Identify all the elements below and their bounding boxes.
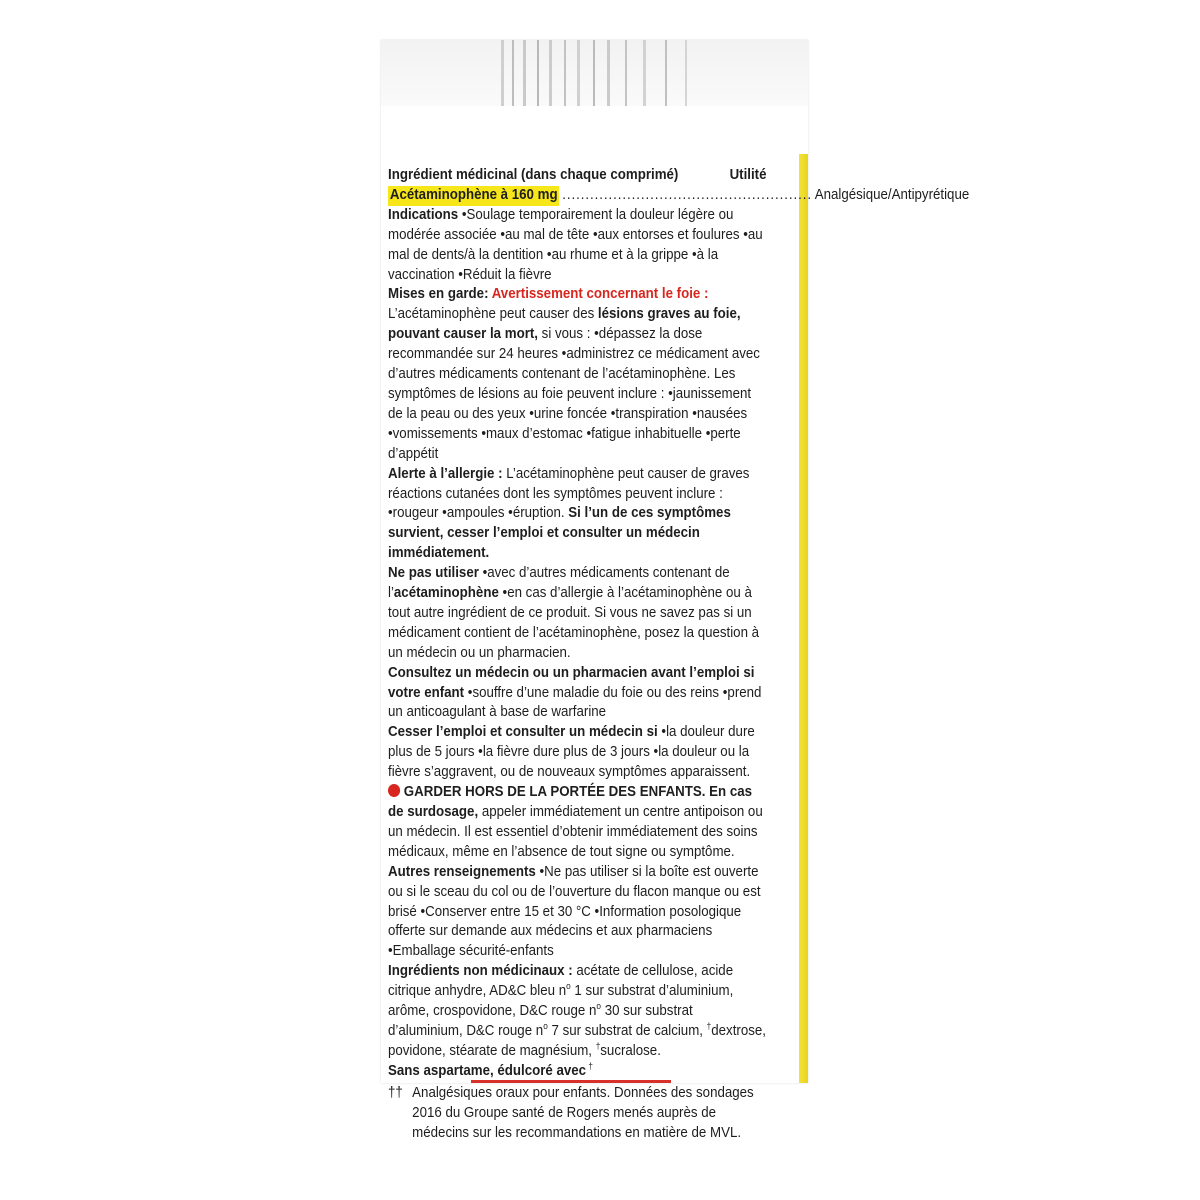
- purpose-heading: Utilité: [729, 167, 767, 183]
- text-run: Ne pas utiliser: [388, 565, 479, 582]
- ingredient-heading: Ingrédient médicinal (dans chaque comprimé): [388, 167, 679, 183]
- text-run: dextrose, povidone, stéarate de magnésium,: [388, 1022, 766, 1059]
- text-run: o: [543, 1021, 548, 1032]
- section-warnings: [388, 285, 767, 464]
- text-run: Indications: [388, 206, 459, 223]
- text-run: Sans aspartame, édulcoré avec: [388, 1062, 587, 1079]
- text-run: Avertissement concernant le foie :: [491, 286, 709, 303]
- footnote: [388, 1084, 767, 1144]
- text-run: •la douleur dure plus de 5 jours •la fièvre dure plus de 3 jours •la douleur ou la fièvre s’aggravent, ou de nouveaux symptômes apparaissent.: [388, 724, 755, 781]
- text-run: o: [566, 981, 571, 992]
- package-side-panel: [381, 40, 970, 1141]
- text-run: acétaminophène: [393, 585, 499, 602]
- text-run: †: [586, 1061, 593, 1072]
- section-allergy: [388, 465, 767, 565]
- section-aspartame: [388, 1062, 767, 1082]
- footnote-text: Analgésiques oraux pour enfants. Données des sondages 2016 du Groupe santé de Rogers menés auprès de médecins sur les recommandations en matière de MVL.: [412, 1084, 754, 1141]
- text-run: sucralose.: [600, 1042, 661, 1059]
- yellow-box-edge: [799, 154, 808, 1083]
- stop-dot-icon: [388, 784, 400, 797]
- section-keep-away: [388, 783, 767, 863]
- text-run: appeler immédiatement un centre antipoison ou un médecin. Il est essentiel d’obtenir immédiatement des soins médicaux, même en l’absence de tout signe ou symptôme.: [388, 804, 763, 860]
- text-run: •avec d’autres médicaments contenant de l’: [388, 565, 730, 602]
- footnote-mark: ††: [388, 1084, 403, 1101]
- section-indications: [388, 206, 767, 286]
- text-run: L’acétaminophène peut causer de graves réactions cutanées dont les symptômes peuvent inclure : •rougeur •ampoules •éruption.: [388, 465, 750, 522]
- section-stop-use: [388, 723, 767, 783]
- text-run: Autres renseignements: [388, 863, 536, 880]
- section-do-not-use: [388, 564, 767, 664]
- text-run: 7 sur substrat de calcium,: [547, 1022, 707, 1039]
- drug-facts-header: [388, 166, 767, 186]
- text-run: •souffre d’une maladie du foie ou des reins •prend un anticoagulant à base de warfarine: [388, 684, 762, 721]
- drug-facts-sections: [388, 206, 767, 1082]
- text-run: Ingrédients non médicinaux :: [388, 963, 573, 980]
- text-run: 30 sur substrat d’aluminium, D&C rouge n: [388, 1003, 693, 1039]
- text-run: †: [706, 1021, 712, 1032]
- text-run: •en cas d’allergie à l’acétaminophène ou à tout autre ingrédient de ce produit. Si vous ne savez pas si un médicament contient de l’acétaminophène, posez la question à un médecin ou un pharmacien.: [388, 585, 760, 661]
- text-run: •Soulage temporairement la douleur légère ou modérée associée •au mal de tête •aux entorses et foulures •au mal de dents/à la dentition •au rhume et à la grippe •à la vaccination •Réduit la fièvre: [388, 206, 763, 283]
- section-other-info: [388, 863, 767, 963]
- text-run: Consultez un médecin ou un pharmacien avant l’emploi si votre enfant: [388, 664, 755, 701]
- text-run: •Ne pas utiliser si la boîte est ouverte ou si le sceau du col ou de l’ouverture du flacon manque ou est brisé •Conserver entre 15 et 30 °C •Information posologique offerte sur demande aux médecins et aux pharmaciens •Emballage sécurité-enfants: [388, 863, 761, 960]
- active-ingredient-name: Acétaminophène à 160 mg: [388, 186, 559, 206]
- drug-facts-panel: [388, 166, 970, 1143]
- text-run: Si l’un de ces symptômes survient, cesser l’emploi et consulter un médecin immédiatement.: [388, 505, 731, 562]
- text-run: acétate de cellulose, acide citrique anhydre, AD&C bleu n: [388, 963, 734, 1000]
- section-ask-doctor: [388, 664, 767, 724]
- leader-dots: ......................................................: [562, 186, 812, 203]
- text-run: L’acétaminophène peut causer des: [388, 306, 598, 323]
- text-run: †: [595, 1041, 601, 1052]
- text-run: Cesser l’emploi et consulter un médecin si: [388, 724, 658, 741]
- text-run: Alerte à l’allergie :: [388, 465, 503, 482]
- text-run: si vous : •dépassez la dose recommandée sur 24 heures •administrez ce médicament avec d’autres médicaments contenant de l’acétaminophène. Les symptômes de lésions au foie peuvent inclure : •jaunissement de la peau ou des yeux •urine foncée •transpiration •nausées •vomissements •maux d’estomac •fatigue inhabituelle •perte d’appétit: [388, 326, 760, 462]
- text-run: lésions graves au foie, pouvant causer la mort,: [388, 306, 741, 343]
- text-run: o: [596, 1001, 602, 1012]
- text-run: GARDER HORS DE LA PORTÉE DES ENFANTS. En cas de surdosage,: [388, 784, 753, 820]
- text-run: 1 sur substrat d’aluminium, arôme, crospovidone, D&C rouge n: [388, 983, 734, 1020]
- active-ingredient-row: [388, 186, 970, 206]
- active-ingredient-purpose: Analgésique/Antipyrétique: [814, 186, 970, 203]
- text-run: Mises en garde:: [388, 286, 492, 303]
- section-inactive: [388, 962, 767, 1062]
- box-top-flap: [381, 40, 808, 107]
